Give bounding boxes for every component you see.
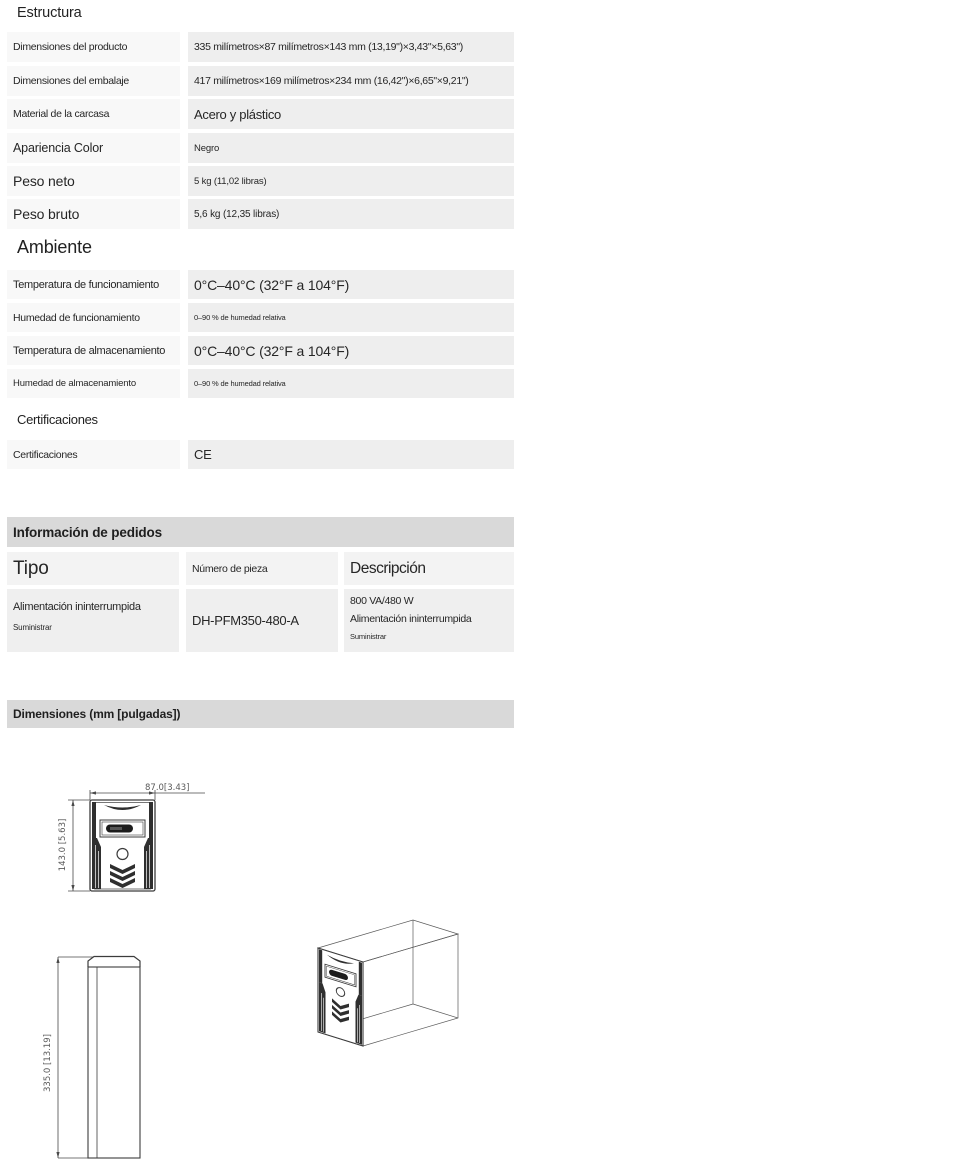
estructura-section-title: Estructura: [17, 5, 82, 21]
side-view-drawing: [40, 943, 155, 1165]
isometric-view-drawing: [306, 916, 484, 1056]
height-dimension-label: 143.0 [5.63]: [58, 818, 68, 872]
spec-value: 0°C–40°C (32°F a 104°F): [188, 336, 514, 365]
order-cell-tipo: [7, 589, 179, 652]
order-desc-line1: 800 VA/480 W: [350, 595, 414, 607]
order-desc-line2: Alimentación ininterrumpida: [350, 613, 472, 625]
ambiente-section-title: Ambiente: [17, 237, 92, 257]
order-cell-descripcion: [344, 589, 514, 652]
dimensions-bar: Dimensiones (mm [pulgadas]): [7, 700, 514, 728]
order-tipo-line1: Alimentación ininterrumpida: [13, 601, 141, 613]
order-desc-line3: Suministrar: [350, 632, 387, 641]
spec-label: Peso neto: [7, 166, 180, 196]
order-info-bar: Información de pedidos: [7, 517, 514, 547]
order-col-tipo: Tipo: [7, 552, 179, 585]
ups-front-view: [90, 800, 155, 891]
spec-value: 5 kg (11,02 libras): [188, 166, 514, 196]
spec-label: Certificaciones: [7, 440, 180, 469]
order-col-part-number: Número de pieza: [186, 552, 338, 585]
certificaciones-section-title: Certificaciones: [17, 412, 98, 427]
spec-value: 5,6 kg (12,35 libras): [188, 199, 514, 229]
spec-value: 0–90 % de humedad relativa: [188, 369, 514, 398]
spec-value: Negro: [188, 133, 514, 163]
spec-value: 0°C–40°C (32°F a 104°F): [188, 270, 514, 299]
order-tipo-line2: Suministrar: [13, 623, 52, 632]
spec-label: Peso bruto: [7, 199, 180, 229]
spec-value: 335 milímetros×87 milímetros×143 mm (13,19")×3,43"×5,63"): [188, 32, 514, 62]
order-cell-part-number: DH-PFM350-480-A: [186, 589, 338, 652]
front-view-drawing: [52, 779, 212, 897]
spec-value: 0–90 % de humedad relativa: [188, 303, 514, 332]
ups-front-face-3d: [318, 948, 363, 1046]
spec-label: Material de la carcasa: [7, 99, 180, 129]
depth-dimension-label: 335.0 [13.19]: [43, 1033, 53, 1093]
spec-label: Dimensiones del embalaje: [7, 66, 180, 96]
spec-label: Temperatura de funcionamiento: [7, 270, 180, 299]
spec-label: Temperatura de almacenamiento: [7, 336, 180, 365]
spec-label: Humedad de funcionamiento: [7, 303, 180, 332]
spec-value: CE: [188, 440, 514, 469]
ups-side-view: [88, 957, 140, 1159]
spec-label: Humedad de almacenamiento: [7, 369, 180, 398]
spec-label: Dimensiones del producto: [7, 32, 180, 62]
width-dimension-label: 87.0[3.43]: [145, 783, 190, 793]
order-col-descripcion: Descripción: [344, 552, 514, 585]
spec-value: Acero y plástico: [188, 99, 514, 129]
spec-value: 417 milímetros×169 milímetros×234 mm (16,42")×6,65"×9,21"): [188, 66, 514, 96]
spec-label: Apariencia Color: [7, 133, 180, 163]
